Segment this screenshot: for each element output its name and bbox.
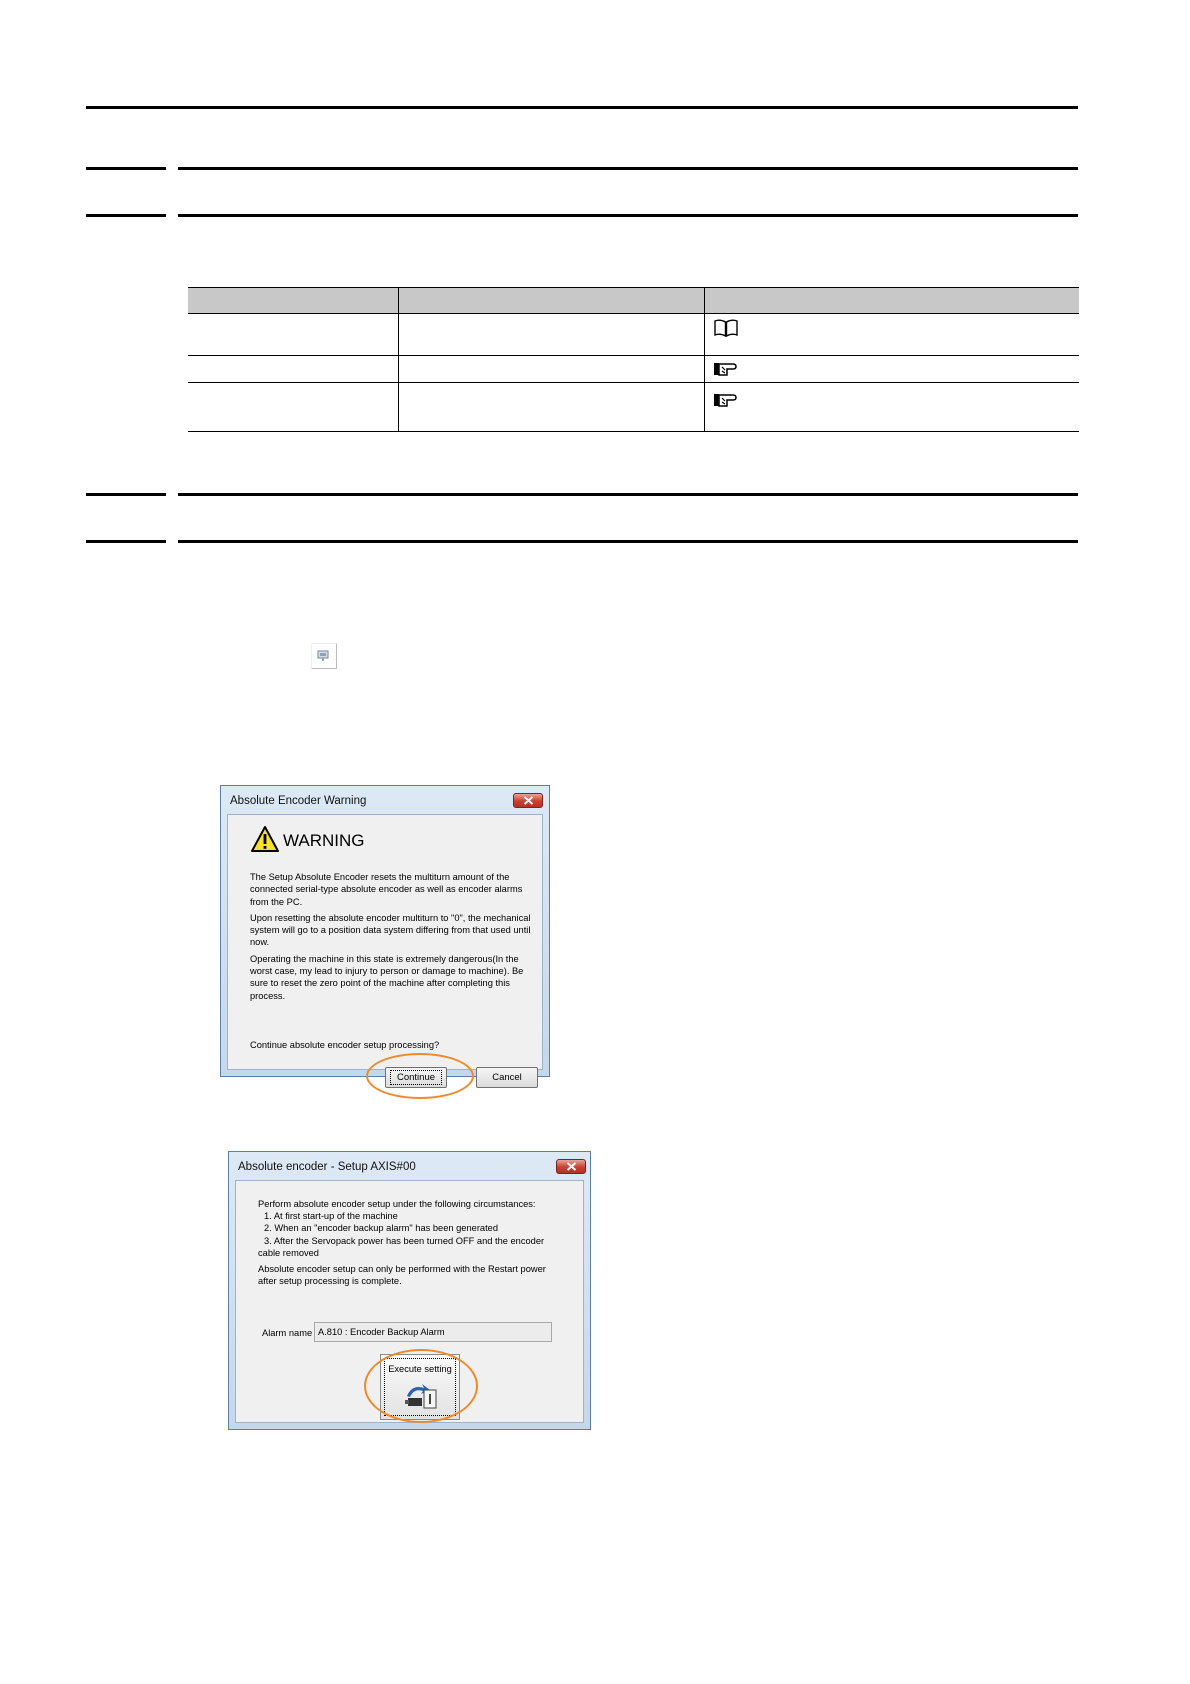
continue-highlight-circle xyxy=(366,1053,474,1099)
table-row xyxy=(188,356,1079,383)
setup-tool-button[interactable] xyxy=(311,643,337,669)
setup-item: 1. At first start-up of the machine xyxy=(264,1211,398,1222)
dialog-title: Absolute encoder - Setup AXIS#00 xyxy=(238,1161,416,1173)
book-icon xyxy=(713,318,739,341)
section-rule-left-bottom xyxy=(86,214,166,217)
warning-paragraph: Operating the machine in this state is extremely dangerous(In the worst case, my lead to injury to person or damage to machine). Be sure to reset the zero point of the machine after completing this process. xyxy=(250,953,524,1001)
warning-paragraph: The Setup Absolute Encoder resets the multiturn amount of the connected serial-type absolute encoder as well as encoder alarms from the PC. xyxy=(250,872,523,907)
warning-message xyxy=(250,871,538,1006)
alarm-name-field: A.810 : Encoder Backup Alarm xyxy=(314,1322,552,1342)
execute-highlight-circle xyxy=(364,1349,478,1423)
close-button[interactable] xyxy=(556,1159,586,1174)
setup-note: after setup processing is complete. xyxy=(258,1276,402,1287)
cancel-button[interactable]: Cancel xyxy=(476,1067,538,1088)
section-rule-left-top xyxy=(86,493,166,496)
setup-item: 2. When an "encoder backup alarm" has been generated xyxy=(264,1223,499,1234)
table-header-row xyxy=(188,288,1079,314)
dialog-body xyxy=(235,1180,584,1423)
warning-triangle-icon xyxy=(250,825,280,853)
close-icon xyxy=(566,1162,577,1171)
pointing-hand-icon xyxy=(713,390,737,411)
reference-table xyxy=(188,287,1079,432)
section-rule-left-top xyxy=(86,167,166,170)
section-rule-right-top xyxy=(178,167,1078,170)
table-row xyxy=(188,314,1079,356)
alarm-name-label: Alarm name xyxy=(262,1328,313,1338)
table-row xyxy=(188,383,1079,432)
close-icon xyxy=(523,796,534,805)
dialog-body xyxy=(227,814,543,1083)
setup-intro: Perform absolute encoder setup under the following circumstances: xyxy=(258,1199,536,1209)
section-rule-right-top xyxy=(178,493,1078,496)
setup-item: 3. After the Servopack power has been turned OFF and the encoder xyxy=(264,1235,545,1246)
warning-paragraph: Upon resetting the absolute encoder multiturn to "0", the mechanical system will go to a position data system differing from that used until now. xyxy=(250,912,531,948)
section-rule-right-bottom xyxy=(178,540,1078,543)
dialog-title: Absolute Encoder Warning xyxy=(230,795,367,807)
setup-instructions xyxy=(258,1198,578,1287)
absolute-encoder-setup-dialog xyxy=(228,1151,591,1430)
header-rule xyxy=(86,106,1078,109)
close-button[interactable] xyxy=(513,793,543,808)
execute-setting-label: Execute setting xyxy=(388,1364,452,1374)
continue-label: Continue xyxy=(390,1070,442,1085)
section-rule-right-bottom xyxy=(178,214,1078,217)
continue-question: Continue absolute encoder setup processing? xyxy=(250,1040,440,1050)
setup-item-continuation: cable removed xyxy=(258,1247,319,1258)
section-rule-left-bottom xyxy=(86,540,166,543)
setup-tool-icon xyxy=(316,648,332,664)
warning-title: WARNING xyxy=(283,831,365,850)
setup-note: Absolute encoder setup can only be performed with the Restart power xyxy=(258,1264,546,1275)
pointing-hand-icon xyxy=(713,359,737,380)
absolute-encoder-warning-dialog xyxy=(220,785,550,1083)
